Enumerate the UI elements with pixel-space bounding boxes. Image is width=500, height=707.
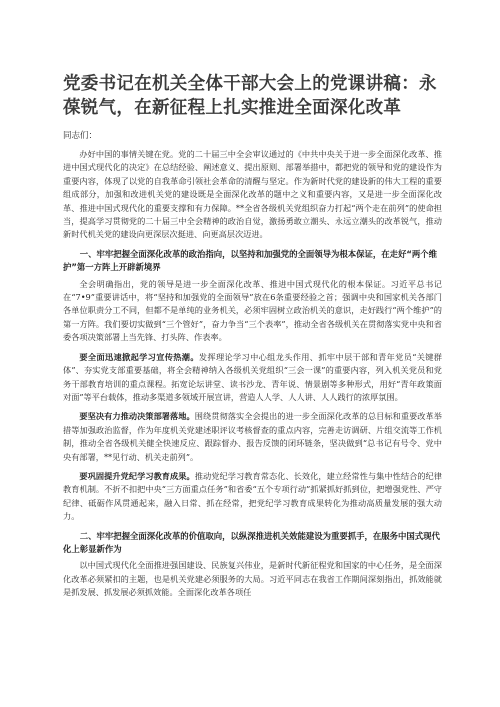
section-1-paragraph-2 [63, 351, 442, 405]
section-1-paragraph-2-body: 发挥理论学习中心组龙头作用、抓牢中层干部和青年党员“关键群体”、夯实党支部重要基础，将全会精神纳入各级机关党组织“三会一课”的重要内容，列入机关党员和党务干部教育培训的重点课程。拓宽论坛讲堂、读书沙龙、青年说、情景剧等多种形式，用好“青年政策面对面”等平台载体，推动多渠道多领域开展宣讲，营造人人学、人人讲、人人践行的浓厚氛围。 [63, 351, 442, 402]
intro-paragraph: 办好中国的事情关键在党。党的二十届三中全会审议通过的《中共中央关于进一步全面深化改革、推进中国式现代化的决定》在总结经验、阐述意义、提出原则、部署举措中，都把党的领导和党的建设作为重要内容，体现了以党的自我革命引领社会革命的清醒与坚定。作为新时代党的建设新的伟大工程的重要组成部分，加强和改进机关党的建设既是全面深化改革的题中之义和重要内容，又是进一步全面深化改革、推进中国式现代化的重要支撑和有力保障。**全省各级机关党组织奋力打起“两个走在前列”的使命担当，提高学习贯彻党的二十届三中全会精神的政治自觉，激扬勇敢立潮头、永远立潮头的改革锐气，推动新时代机关党的建设向更深层次挺进、向更高层次迈进。 [63, 149, 442, 240]
section-1-heading: 一、牢牢把握全面深化改革的政治指向，以坚持和加强党的全面领导为根本保证，在走好“两个维护”第一方阵上开辟新境界 [63, 248, 438, 273]
section-1-paragraph-4 [63, 470, 442, 524]
document-title: 党委书记在机关全体干部大会上的党课讲稿：永葆锐气，在新征程上扎实推进全面深化改革 [63, 74, 437, 118]
section-1-paragraph-4-body: 推动党纪学习教育常态化、长效化，建立经常性与集中性结合的纪律教育机制。不折不扣把中央“三方面重点任务”和省委“五个专项行动”抓紧抓好抓到位，把增强党性、严守纪律、砥砺作风贯通起来，融入日常、抓在经常，把党纪学习教育成果转化为推动高质量发展的强大动力。 [63, 470, 442, 522]
section-1-paragraph-3-lead: 要坚决有力推动决策部署落地。 [79, 411, 195, 422]
section-1-paragraph-1: 全会明确指出，党的领导是进一步全面深化改革、推进中国式现代化的根本保证。习近平总书记在“7•9”重要讲话中，将“坚持和加强党的全面领导”放在6条重要经验之首；强调中央和国家机关各部门各单位职责分工不同，但都不是单纯的业务机关，必须牢固树立政治机关的意识，走好践行“两个维护”的第一方阵。我们要切实做到“三个管好”，奋力争当“三个表率”，推动全省各级机关在贯彻落实党中央和省委各项决策部署上当先锋、打头阵、作表率。 [63, 278, 442, 343]
section-1-paragraph-4-lead: 要巩固提升党纪学习教育成果。 [79, 470, 195, 481]
section-1-paragraph-3 [63, 410, 442, 464]
salutation: 同志们： [63, 131, 98, 141]
section-1-paragraph-3-body: 围绕贯彻落实全会提出的进一步全面深化改革的总目标和重要改革举措等加强政治监督，作为年度机关党建述职评议考核督查的重点内容，完善走访调研、片组交流等工作机制，推动全省各级机关健全快速反应、跟踪督办、报告反馈的闭环链条，坚决做到“总书记有号令、党中央有部署，**见行动、机关走前列”。 [63, 411, 442, 462]
section-1-paragraph-2-lead: 要全面迅速掀起学习宣传热潮。 [79, 351, 199, 362]
section-2-heading: 二、牢牢把握全面深化改革的价值取向，以纵深推进机关效能建设为重要抓手，在服务中国式现代化上彰显新作为 [63, 530, 440, 554]
section-2-paragraph-1: 以中国式现代化全面推进强国建设、民族复兴伟业，是新时代新征程党和国家的中心任务，是全面深化改革必须紧扣的主题，也是机关党建必须服务的大局。习近平同志在我省工作期间深刻指出，抓效能就是抓发展、抓发展必须抓效能。全面深化改革各项任 [63, 560, 442, 598]
